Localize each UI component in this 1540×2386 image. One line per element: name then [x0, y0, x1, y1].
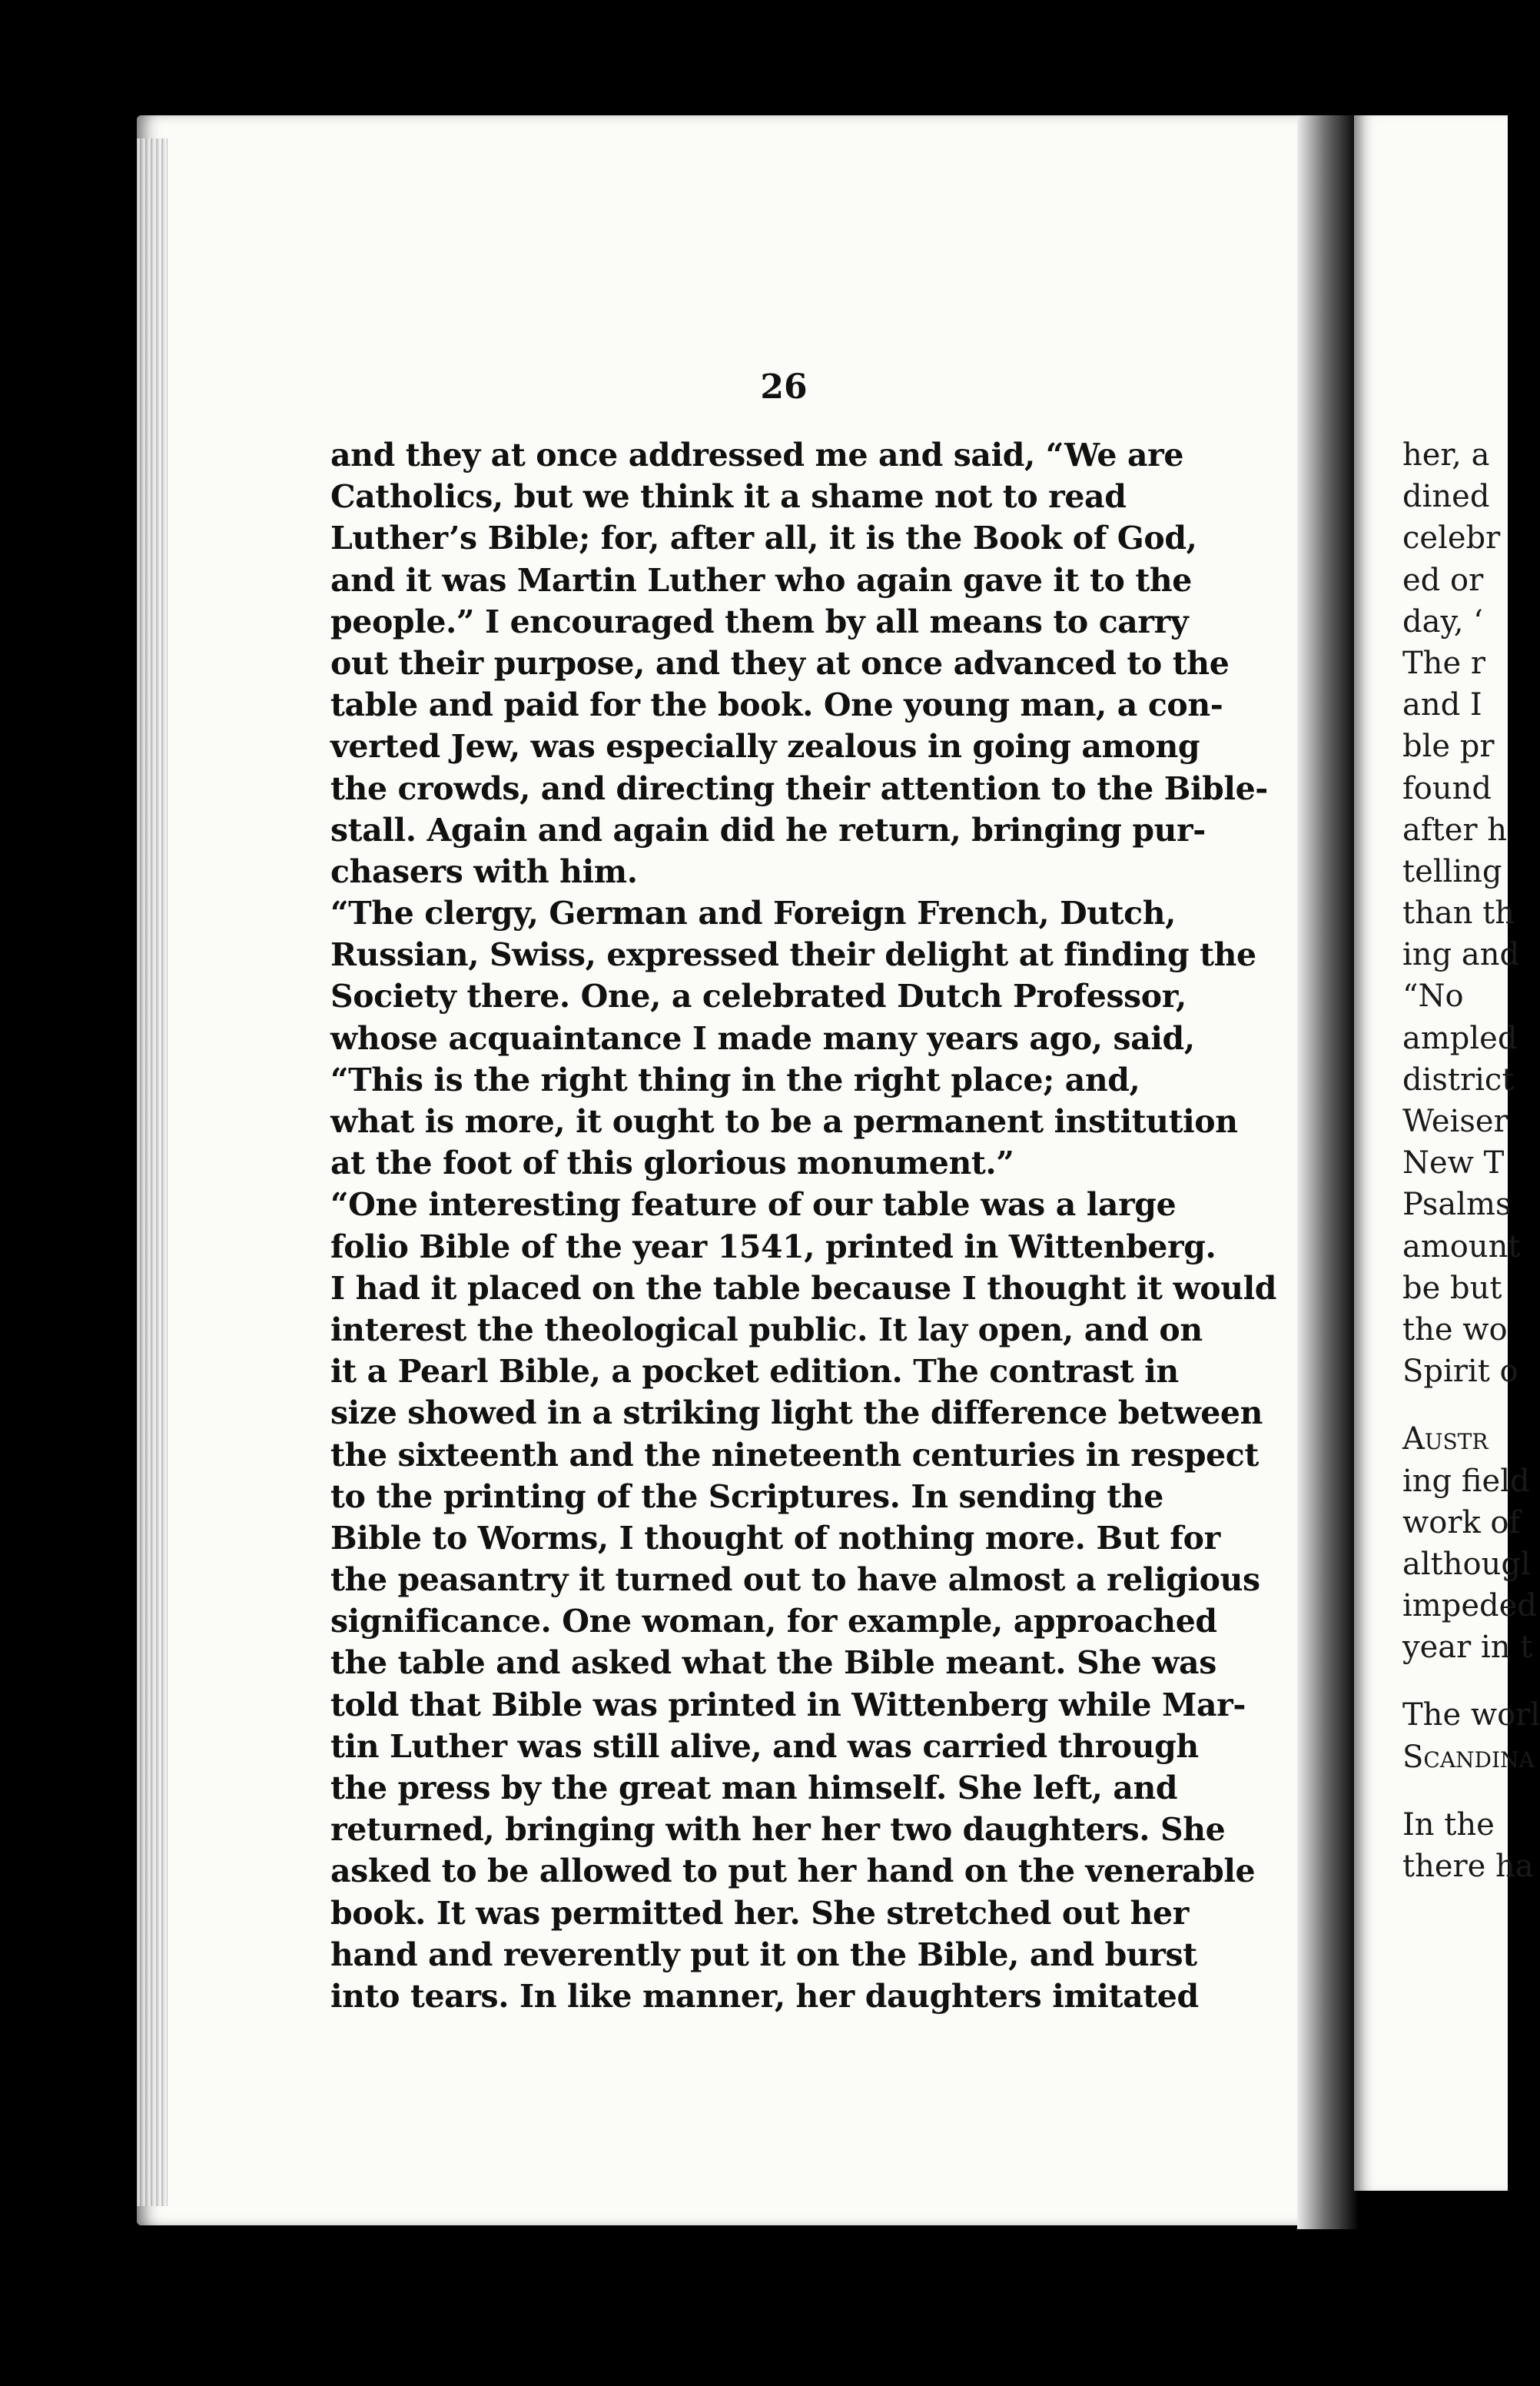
text-line: what is more, it ought to be a permanent institution — [330, 1103, 1238, 1140]
book-gutter — [1297, 115, 1359, 2229]
fragment-line: day, ‘ — [1402, 603, 1483, 640]
fragment-line: ing field — [1402, 1463, 1530, 1499]
text-line: hand and reverently put it on the Bible, and burst — [330, 1936, 1197, 1973]
fragment-line: Spirit o — [1402, 1354, 1518, 1390]
fragment-line: amount — [1402, 1228, 1521, 1264]
text-line: table and paid for the book. One young man, a con- — [330, 686, 1223, 724]
text-line: book. It was permitted her. She stretched out her — [330, 1894, 1189, 1932]
fragment-line: ed or — [1402, 562, 1484, 598]
text-line: Society there. One, a celebrated Dutch Professor, — [330, 978, 1187, 1015]
left-page-body — [330, 434, 1277, 2017]
text-line: size showed in a striking light the difference between — [330, 1394, 1263, 1432]
fragment-line: Psalms — [1402, 1187, 1512, 1223]
fragment-line: telling — [1402, 853, 1502, 889]
text-line: the press by the great man himself. She left, and — [330, 1770, 1178, 1806]
fragment-line: Weiser — [1402, 1104, 1508, 1139]
text-line: interest the theological public. It lay open, and on — [330, 1311, 1203, 1348]
fragment-line: ing and — [1402, 937, 1520, 973]
fragment-line: be but — [1402, 1270, 1502, 1306]
fragment-line: In the — [1402, 1806, 1495, 1843]
fragment-line: year in t — [1402, 1630, 1533, 1666]
text-line: Luther’s Bible; for, after all, it is the Book of God, — [330, 520, 1197, 557]
fragment-line: than th — [1402, 896, 1515, 932]
text-line: out their purpose, and they at once advanced to the — [330, 644, 1230, 682]
text-line: told that Bible was printed in Wittenberg while Mar- — [330, 1686, 1246, 1723]
fragment-line: after h — [1402, 812, 1507, 848]
fragment-line: her, a — [1402, 437, 1490, 473]
text-line: the crowds, and directing their attention to the Bible- — [330, 769, 1268, 807]
text-line: and it was Martin Luther who again gave it to the — [330, 561, 1192, 599]
paragraph-gap — [1402, 1392, 1488, 1418]
text-line: Russian, Swiss, expressed their delight at finding the — [330, 936, 1256, 974]
text-line: tin Luther was still alive, and was carried through — [330, 1727, 1199, 1765]
fragment-line: impeded — [1402, 1588, 1537, 1624]
text-line: into tears. In like manner, her daughters imitated — [330, 1977, 1199, 2015]
text-line: returned, bringing with her her two daughters. She — [330, 1811, 1226, 1849]
fragment-line: there ha — [1402, 1849, 1534, 1884]
text-line: chasers with him. — [330, 852, 638, 890]
right-page-text — [1402, 434, 1540, 1887]
fragment-line: district — [1402, 1062, 1515, 1098]
text-line: significance. One woman, for example, approached — [330, 1603, 1217, 1640]
text-line: Bible to Worms, I thought of nothing more. But for — [330, 1519, 1220, 1557]
text-line: “The clergy, German and Foreign French, Dutch, — [330, 895, 1177, 932]
text-line: “This is the right thing in the right place; and, — [330, 1061, 1140, 1098]
text-line: at the foot of this glorious monument.” — [330, 1145, 1014, 1182]
text-line: the peasantry it turned out to have almost a religious — [330, 1561, 1260, 1599]
fragment-line: Scandina — [1402, 1739, 1535, 1775]
text-line: Catholics, but we think it a shame not to read — [330, 478, 1127, 516]
text-line: and they at once addressed me and said, “We are — [330, 437, 1184, 474]
text-line: it a Pearl Bible, a pocket edition. The contrast in — [330, 1353, 1179, 1391]
fragment-line: The worl — [1402, 1697, 1540, 1733]
fragment-line: the wo — [1402, 1311, 1508, 1348]
fragment-line: althougl — [1402, 1546, 1531, 1582]
text-line: asked to be allowed to put her hand on the venerable — [330, 1853, 1256, 1890]
text-line: the sixteenth and the nineteenth centuries in respect — [330, 1436, 1259, 1474]
fragment-line: New T — [1402, 1145, 1505, 1181]
fragment-line: and I — [1402, 687, 1482, 723]
fragment-line: The r — [1402, 645, 1485, 681]
fragment-line: ble pr — [1402, 729, 1495, 765]
fragment-line: Austr — [1402, 1421, 1489, 1457]
fragment-line: “No — [1402, 979, 1464, 1015]
text-line: to the printing of the Scriptures. In sending the — [330, 1477, 1163, 1515]
page-edges — [137, 138, 168, 2206]
text-line: people.” I encouraged them by all means to carry — [330, 603, 1189, 640]
text-line: the table and asked what the Bible meant. She was — [330, 1644, 1216, 1682]
fragment-line: dined — [1402, 479, 1490, 515]
text-line: folio Bible of the year 1541, printed in Wittenberg. — [330, 1228, 1216, 1265]
fragment-line: work of — [1402, 1504, 1521, 1540]
text-line: “One interesting feature of our table was a large — [330, 1186, 1177, 1224]
paragraph-gap — [1402, 1668, 1488, 1694]
fragment-line: found — [1402, 770, 1492, 806]
text-line: verted Jew, was especially zealous in going among — [330, 728, 1200, 766]
text-line: whose acquaintance I made many years ago, said, — [330, 1019, 1195, 1057]
fragment-line: celebr — [1402, 520, 1501, 557]
page-number: 26 — [760, 367, 808, 407]
text-line: I had it placed on the table because I thought it would — [330, 1269, 1277, 1307]
paragraph-gap — [1402, 1778, 1488, 1804]
fragment-line: ampled — [1402, 1020, 1518, 1056]
text-line: stall. Again and again did he return, bringing pur- — [330, 811, 1206, 849]
